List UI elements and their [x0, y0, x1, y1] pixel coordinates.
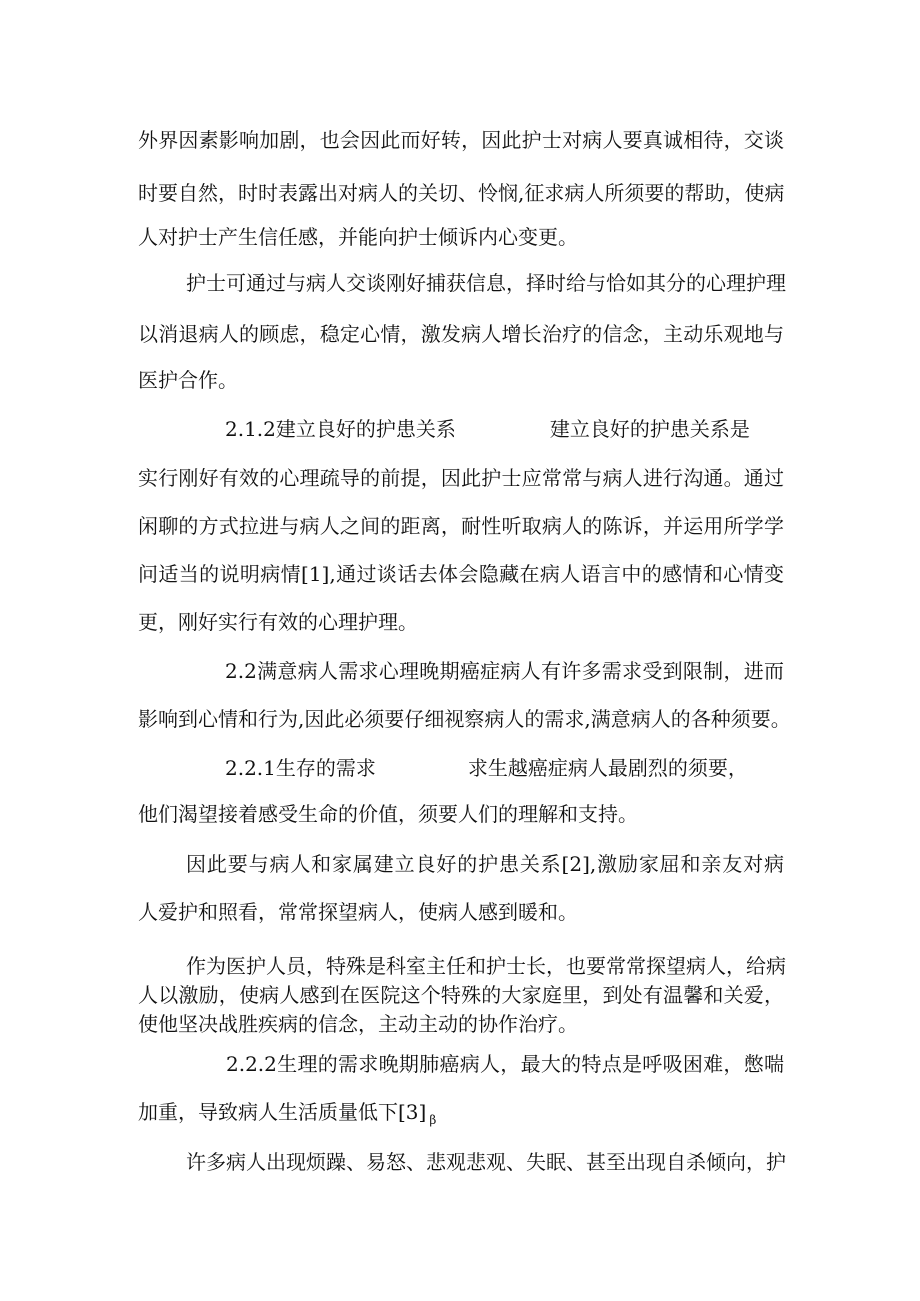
text-line: 作为医护人员，特殊是科室主任和护士长，也要常常探望病人，给病	[186, 954, 786, 978]
text-line: 他们渴望接着感受生命的价值，须要人们的理解和支持。	[138, 802, 638, 826]
text-line: 以消退病人的顾虑，稳定心情，激发病人增长治疗的信念，主动乐观地与	[138, 322, 784, 346]
text-line: 2.2.2生理的需求晚期肺癌病人，最大的特点是呼吸困难，憋喘	[226, 1052, 784, 1076]
text-line: 人对护士产生信任感，并能向护士倾诉内心变更。	[138, 225, 578, 249]
text-line: 闲聊的方式拉进与病人之间的距离，耐性听取病人的陈诉，并运用所学学	[138, 514, 784, 538]
section-lead-text: 求生越癌症病人最剧烈的须要，	[467, 756, 748, 780]
text-line	[138, 1100, 784, 1132]
text-line: 实行刚好有效的心理疏导的前提，因此护士应常常与病人进行沟通。通过	[138, 466, 784, 490]
text-line: 时要自然，时时表露出对病人的关切、怜悯,征求病人所须要的帮助，使病	[138, 181, 785, 205]
section-heading: 2.2.1生存的需求	[225, 756, 376, 780]
section-heading: 2.1.2建立良好的护患关系	[225, 417, 456, 441]
text-line: 更，刚好实行有效的心理护理。	[138, 610, 418, 634]
text-line: 影响到心情和行为,因此必须要仔细视察病人的需求,满意病人的各种须要。	[138, 707, 791, 731]
text-line: 护士可通过与病人交谈刚好捕获信息，择时给与恰如其分的心理护理	[186, 271, 786, 295]
text-line: 许多病人出现烦躁、易怒、悲观悲观、失眠、甚至出现自杀倾向，护	[186, 1150, 786, 1174]
text-line: 人以激励，使病人感到在医院这个特殊的大家庭里，到处有温馨和关爱，	[138, 983, 784, 1007]
text-line-content: 加重，导致病人生活质量低下[3]	[138, 1100, 427, 1124]
section-heading-line	[225, 756, 784, 780]
text-line: 问适当的说明病情[1],通过谈话去体会隐藏在病人语言中的感情和心情变	[138, 562, 784, 586]
text-line: 人爱护和照看，常常探望病人，使病人感到暖和。	[138, 900, 578, 924]
text-line: 因此要与病人和家属建立良好的护患关系[2],激励家屈和亲友对病	[186, 852, 784, 876]
text-line: 2.2满意病人需求心理晚期癌症病人有许多需求受到限制，进而	[225, 659, 784, 683]
text-line: 外界因素影响加剧，也会因此而好转，因此护士对病人要真诚相待，交谈	[138, 128, 784, 152]
section-lead-text: 建立良好的护患关系是	[549, 417, 750, 441]
text-line: 医护合作。	[138, 368, 238, 392]
text-line: 使他坚决战胜疾病的信念，主动主动的协作治疗。	[138, 1012, 578, 1036]
footnote-mark: β	[429, 1113, 437, 1127]
section-heading-line	[225, 417, 784, 441]
